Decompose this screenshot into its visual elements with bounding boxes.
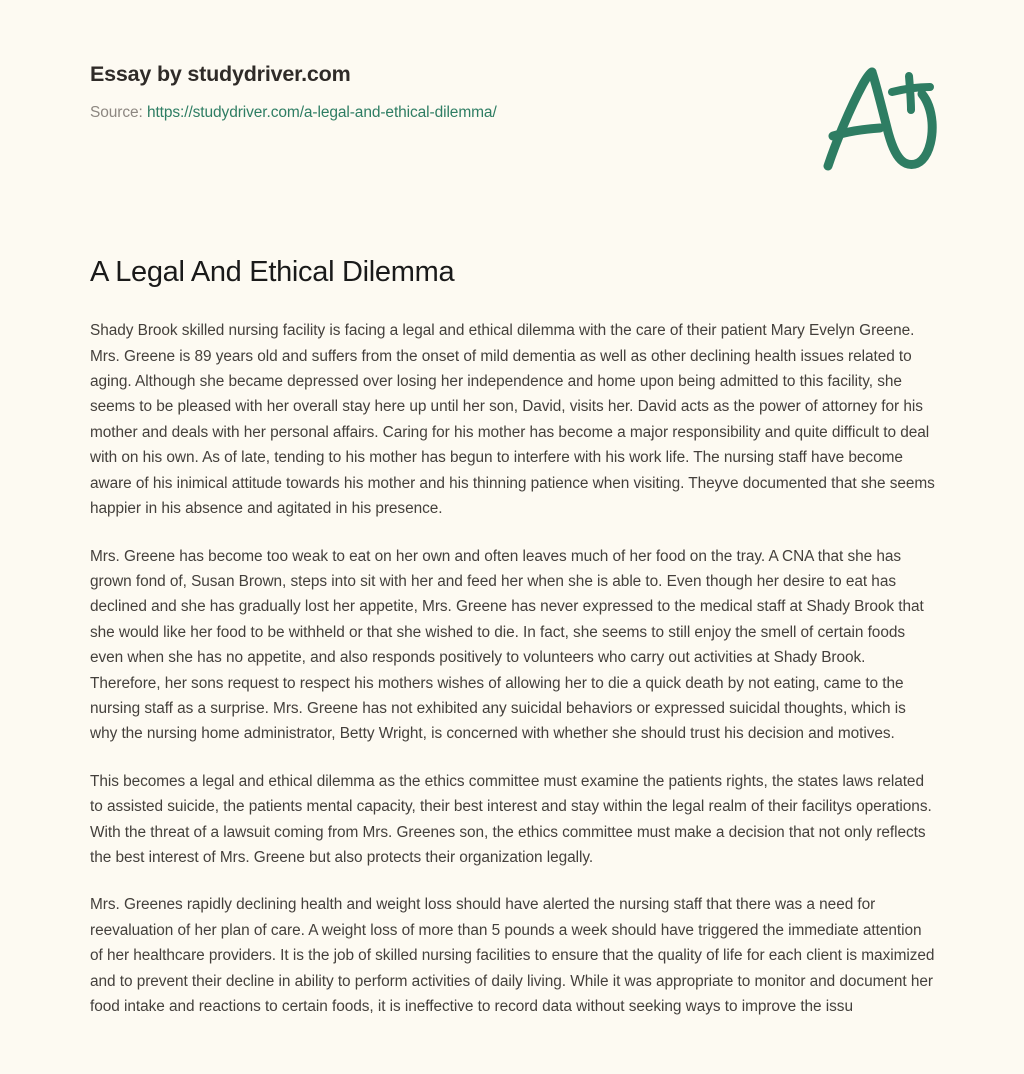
studydriver-logo[interactable] — [806, 50, 958, 182]
article-body — [90, 318, 935, 1019]
article-paragraph: This becomes a legal and ethical dilemma as the ethics committee must examine the patients rights, the states laws related to assisted suicide, the patients mental capacity, their best interest and stay within the legal realm of their facilitys operations. With the threat of a lawsuit coming from Mrs. Greenes son, the ethics committee must make a decision that not only reflects the best interest of Mrs. Greene but also protects their organization legally. — [90, 772, 932, 866]
essay-byline: Essay by studydriver.com — [90, 62, 351, 86]
article-paragraph: Shady Brook skilled nursing facility is facing a legal and ethical dilemma with the care of their patient Mary Evelyn Greene. Mrs. Greene is 89 years old and suffers from the onset of mild dementia as well as other declining health issues related to aging. Although she became depressed over losing her independence and home upon being admitted to this facility, she seems to be pleased with her overall stay here up until her son, David, visits her. David acts as the power of attorney for his mother and deals with her personal affairs. Caring for his mother has become a major responsibility and quite difficult to deal with on his own. As of late, tending to his mother has begun to interfere with his work life. The nursing staff have become aware of his inimical attitude towards his mother and his thinning patience when visiting. Theyve documented that she seems happier in his absence and agitated in his presence. — [90, 322, 935, 518]
source-url-link[interactable]: https://studydriver.com/a-legal-and-ethical-dilemma/ — [146, 103, 497, 121]
page-title: A Legal And Ethical Dilemma — [90, 256, 455, 288]
header-text-block — [90, 62, 497, 122]
a-plus-logo-icon — [806, 50, 958, 182]
article-paragraph: Mrs. Greenes rapidly declining health and weight loss should have alerted the nursing staff that there was a need for reevaluation of her plan of care. A weight loss of more than 5 pounds a week should have triggered the immediate attention of her healthcare providers. It is the job of skilled nursing facilities to ensure that the quality of life for each client is maximized and to prevent their decline in ability to perform activities of daily living. While it was appropriate to monitor and document her food intake and reactions to certain foods, it is ineffective to record data without seeking ways to improve the issu — [90, 896, 935, 1015]
article — [90, 254, 935, 1019]
article-paragraph: Mrs. Greene has become too weak to eat on her own and often leaves much of her food on the tray. A CNA that she has grown fond of, Susan Brown, steps into sit with her and feed her when she is able to. Even though her desire to eat has declined and she has gradually lost her appetite, Mrs. Greene has never expressed to the medical staff at Shady Brook that she would like her food to be withheld or that she wished to die. In fact, she seems to still enjoy the smell of certain foods even when she has no appetite, and also responds positively to volunteers who carry out activities at Shady Brook. Therefore, her sons request to respect his mothers wishes of allowing her to die a quick death by not eating, came to the nursing staff as a surprise. Mrs. Greene has not exhibited any suicidal behaviors or expressed suicidal thoughts, which is why the nursing home administrator, Betty Wright, is concerned with whether she should trust his decision and motives. — [90, 547, 924, 743]
source-label: Source: — [90, 103, 143, 121]
document-header — [0, 0, 1024, 200]
source-line — [90, 104, 497, 122]
